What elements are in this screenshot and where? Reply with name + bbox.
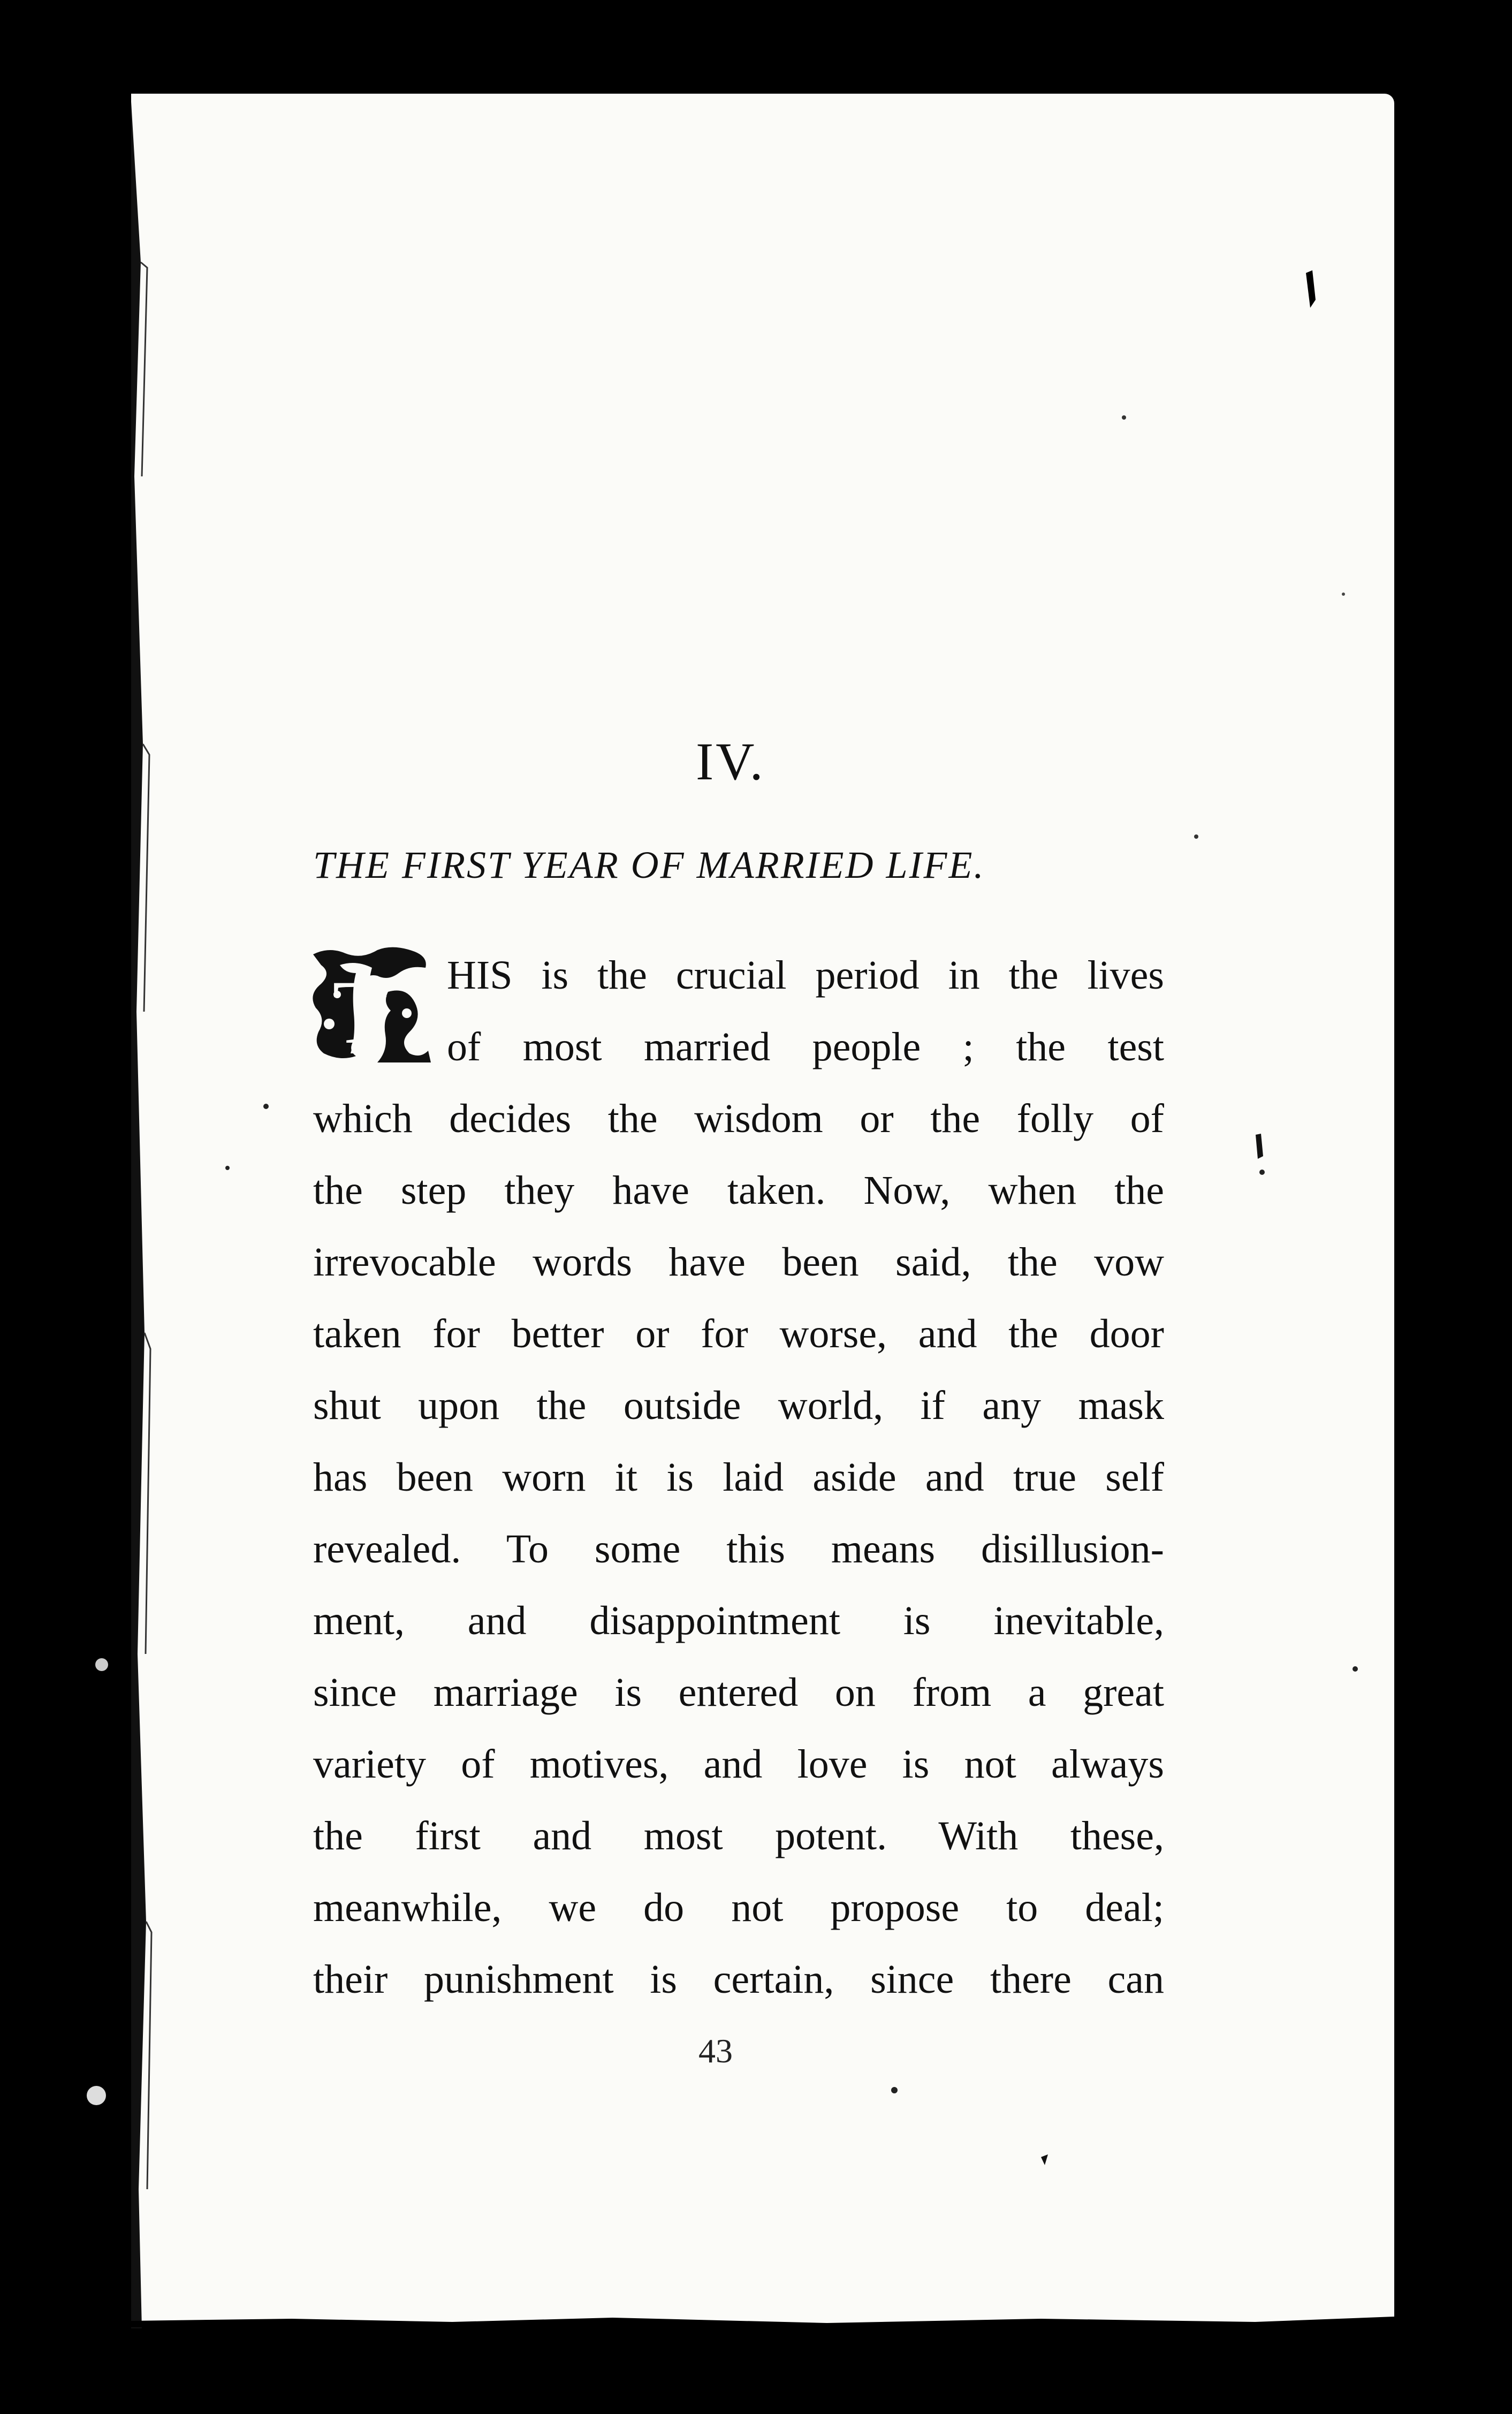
text-line-3: which decides the wisdom or the folly of — [313, 1096, 1164, 1141]
text-line-4: the step they have taken. Now, when the — [313, 1168, 1164, 1213]
text-line-6: taken for better or for worse, and the door — [313, 1311, 1164, 1356]
text-line-15: their punishment is certain, since there can — [313, 1957, 1164, 2002]
text-line-5: irrevocable words have been said, the vow — [313, 1240, 1164, 1285]
text-line-12: variety of motives, and love is not always — [313, 1742, 1164, 1787]
text-line-1: HIS is the crucial period in the lives — [447, 953, 1164, 998]
text-line-8: has been worn it is laid aside and true self — [313, 1455, 1164, 1500]
text-line-2: of most married people ; the test — [447, 1024, 1164, 1069]
text-line-7: shut upon the outside world, if any mask — [313, 1383, 1164, 1428]
chapter-number: IV. — [696, 732, 765, 791]
text-line-10: ment, and disappointment is inevitable, — [313, 1598, 1164, 1643]
text-line-13: the first and most potent. With these, — [313, 1813, 1164, 1858]
page-number: 43 — [698, 2032, 733, 2070]
text-line-14: meanwhile, we do not propose to deal; — [313, 1885, 1164, 1930]
ornamental-drop-cap — [308, 944, 434, 1064]
text-line-11: since marriage is entered on from a great — [313, 1670, 1164, 1715]
drop-cap-letter: T — [332, 962, 388, 1062]
chapter-title: THE FIRST YEAR OF MARRIED LIFE. — [313, 844, 985, 886]
text-line-9: revealed. To some this means disillusion- — [313, 1527, 1164, 1572]
body-text — [313, 939, 1164, 2015]
